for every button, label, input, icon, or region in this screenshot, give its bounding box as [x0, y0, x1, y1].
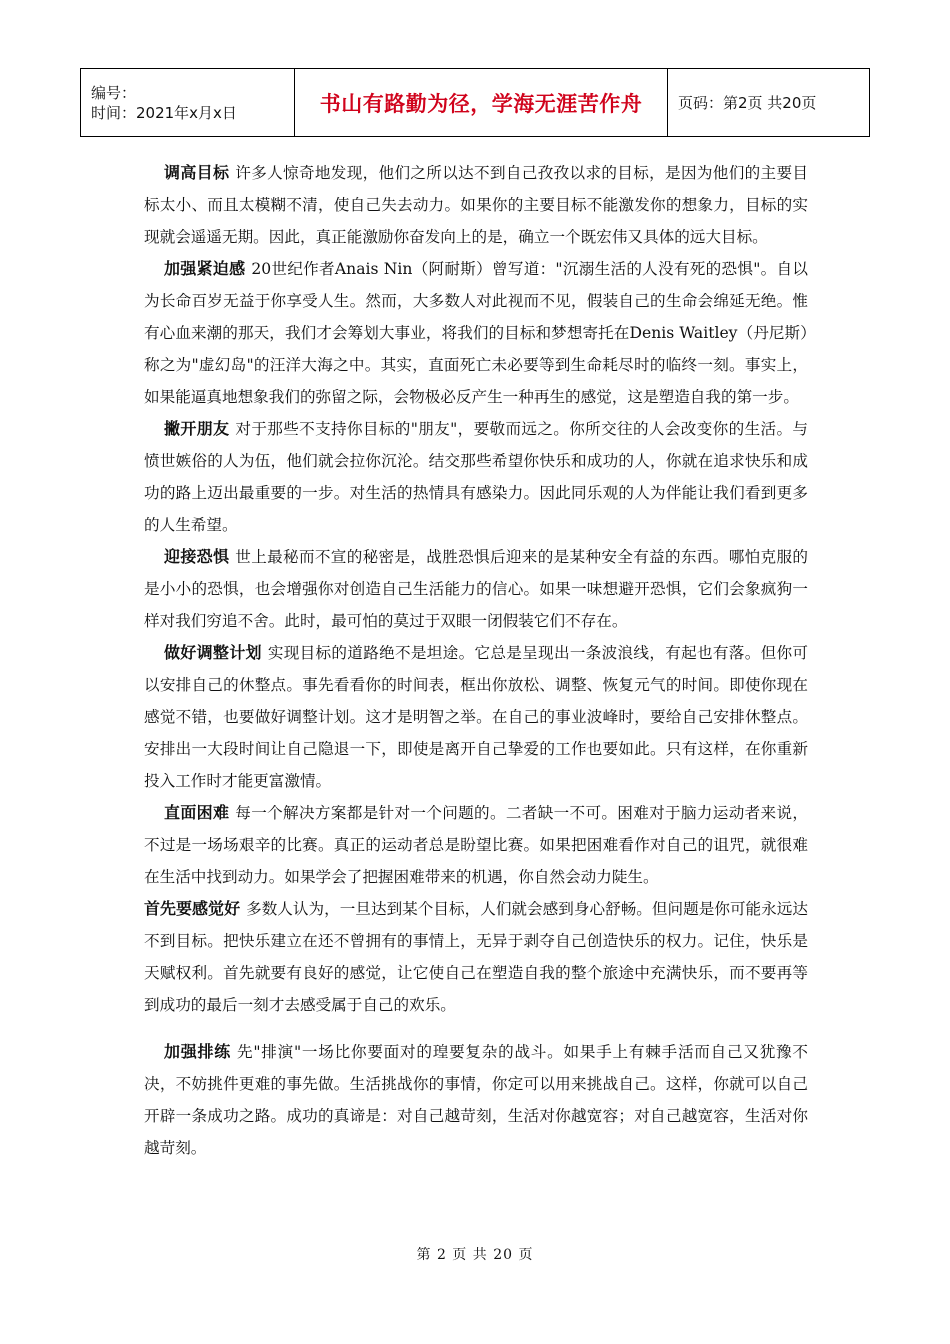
header-motto: 书山有路勤为径，学海无涯苦作舟 [295, 69, 668, 137]
header-meta-cell [81, 69, 295, 137]
paragraph-text: 多数人认为，一旦达到某个目标，人们就会感到身心舒畅。但问题是你可能永远达不到目标。把快乐建立在还不曾拥有的事情上，无异于剥夺自己创造快乐的权力。记住，快乐是天赋权利。首先就要有良好的感觉，让它使自己在塑造自我的整个旅途中充满快乐，而不要再等到成功的最后一刻才去感受属于自己的欢乐。 [144, 900, 808, 1014]
paragraph-title: 做好调整计划 [164, 643, 262, 662]
paragraph-feel-good [144, 893, 808, 1021]
paragraph-text: 20世纪作者Anais Nin（阿耐斯）曾写道："沉溺生活的人没有死的恐惧"。自以为长命百岁无益于你享受人生。然而，大多数人对此视而不见，假装自己的生命会绵延无绝。惟有心血来潮的那天，我们才会筹划大事业，将我们的目标和梦想寄托在Denis Waitley（丹尼斯）称之为"虚幻岛"的汪洋大海之中。其实，直面死亡未必要等到生命耗尽时的临终一刻。事实上，如果能逼真地想象我们的弥留之际，会物极必反产生一种再生的感觉，这是塑造自我的第一步。 [144, 260, 808, 406]
paragraph-text: 对于那些不支持你目标的"朋友"，要敬而远之。你所交往的人会改变你的生活。与愤世嫉俗的人为伍，他们就会拉你沉沦。结交那些希望你快乐和成功的人，你就在追求快乐和成功的路上迈出最重要的一步。对生活的热情具有感染力。因此同乐观的人为伴能让我们看到更多的人生希望。 [144, 420, 808, 534]
paragraph-title: 撇开朋友 [164, 419, 230, 438]
paragraph-title: 直面困难 [164, 803, 230, 822]
header-page-number: 页码：第2页 共20页 [668, 69, 870, 137]
paragraph-adjustment-plan [144, 637, 808, 797]
paragraph-text: 许多人惊奇地发现，他们之所以达不到自己孜孜以求的目标，是因为他们的主要目标太小、而且太模糊不清，使自己失去动力。如果你的主要目标不能激发你的想象力，目标的实现就会遥遥无期。因此，真正能激励你奋发向上的是，确立一个既宏伟又具体的远大目标。 [144, 164, 808, 246]
paragraph-text: 先"排演"一场比你要面对的瑝要复杂的战斗。如果手上有棘手活而自己又犹豫不决，不妨挑件更难的事先做。生活挑战你的事情，你定可以用来挑战自己。这样，你就可以自己开辟一条成功之路。成功的真谛是：对自己越苛刻，生活对你越宽容；对自己越宽容，生活对你越苛刻。 [144, 1043, 808, 1157]
paragraph-title: 加强排练 [164, 1042, 232, 1061]
paragraph-rehearsal [144, 1036, 808, 1164]
document-time-label: 时间：2021年x月x日 [91, 103, 237, 122]
page-header-table [80, 68, 870, 137]
paragraph-leave-friends [144, 413, 808, 541]
paragraph-face-fear [144, 541, 808, 637]
paragraph-face-difficulty [144, 797, 808, 893]
paragraph-title: 调高目标 [164, 163, 230, 182]
document-body [144, 157, 808, 1164]
paragraph-text: 每一个解决方案都是针对一个问题的。二者缺一不可。困难对于脑力运动者来说，不过是一场场艰辛的比赛。真正的运动者总是盼望比赛。如果把困难看作对自己的诅咒，就很难在生活中找到动力。如果学会了把握困难带来的机遇，你自然会动力陡生。 [144, 804, 808, 886]
page-footer: 第 2 页 共 20 页 [416, 1247, 534, 1263]
paragraph-text: 世上最秘而不宣的秘密是，战胜恐惧后迎来的是某种安全有益的东西。哪怕克服的是小小的恐惧，也会增强你对创造自己生活能力的信心。如果一味想避开恐惧，它们会象疯狗一样对我们穷追不舍。此时，最可怕的莫过于双眼一闭假装它们不存在。 [144, 548, 808, 630]
paragraph-raise-goals [144, 157, 808, 253]
paragraph-title: 加强紧迫感 [164, 259, 246, 278]
paragraph-urgency [144, 253, 808, 413]
paragraph-title: 首先要感觉好 [144, 899, 241, 918]
paragraph-title: 迎接恐惧 [164, 547, 230, 566]
document-number-label: 编号： [91, 83, 137, 102]
paragraph-text: 实现目标的道路绝不是坦途。它总是呈现出一条波浪线，有起也有落。但你可以安排自己的休整点。事先看看你的时间表，框出你放松、调整、恢复元气的时间。即使你现在感觉不错，也要做好调整计划。这才是明智之举。在自己的事业波峰时，要给自己安排休整点。安排出一大段时间让自己隐退一下，即使是离开自己挚爱的工作也要如此。只有这样，在你重新投入工作时才能更富激情。 [144, 644, 808, 790]
